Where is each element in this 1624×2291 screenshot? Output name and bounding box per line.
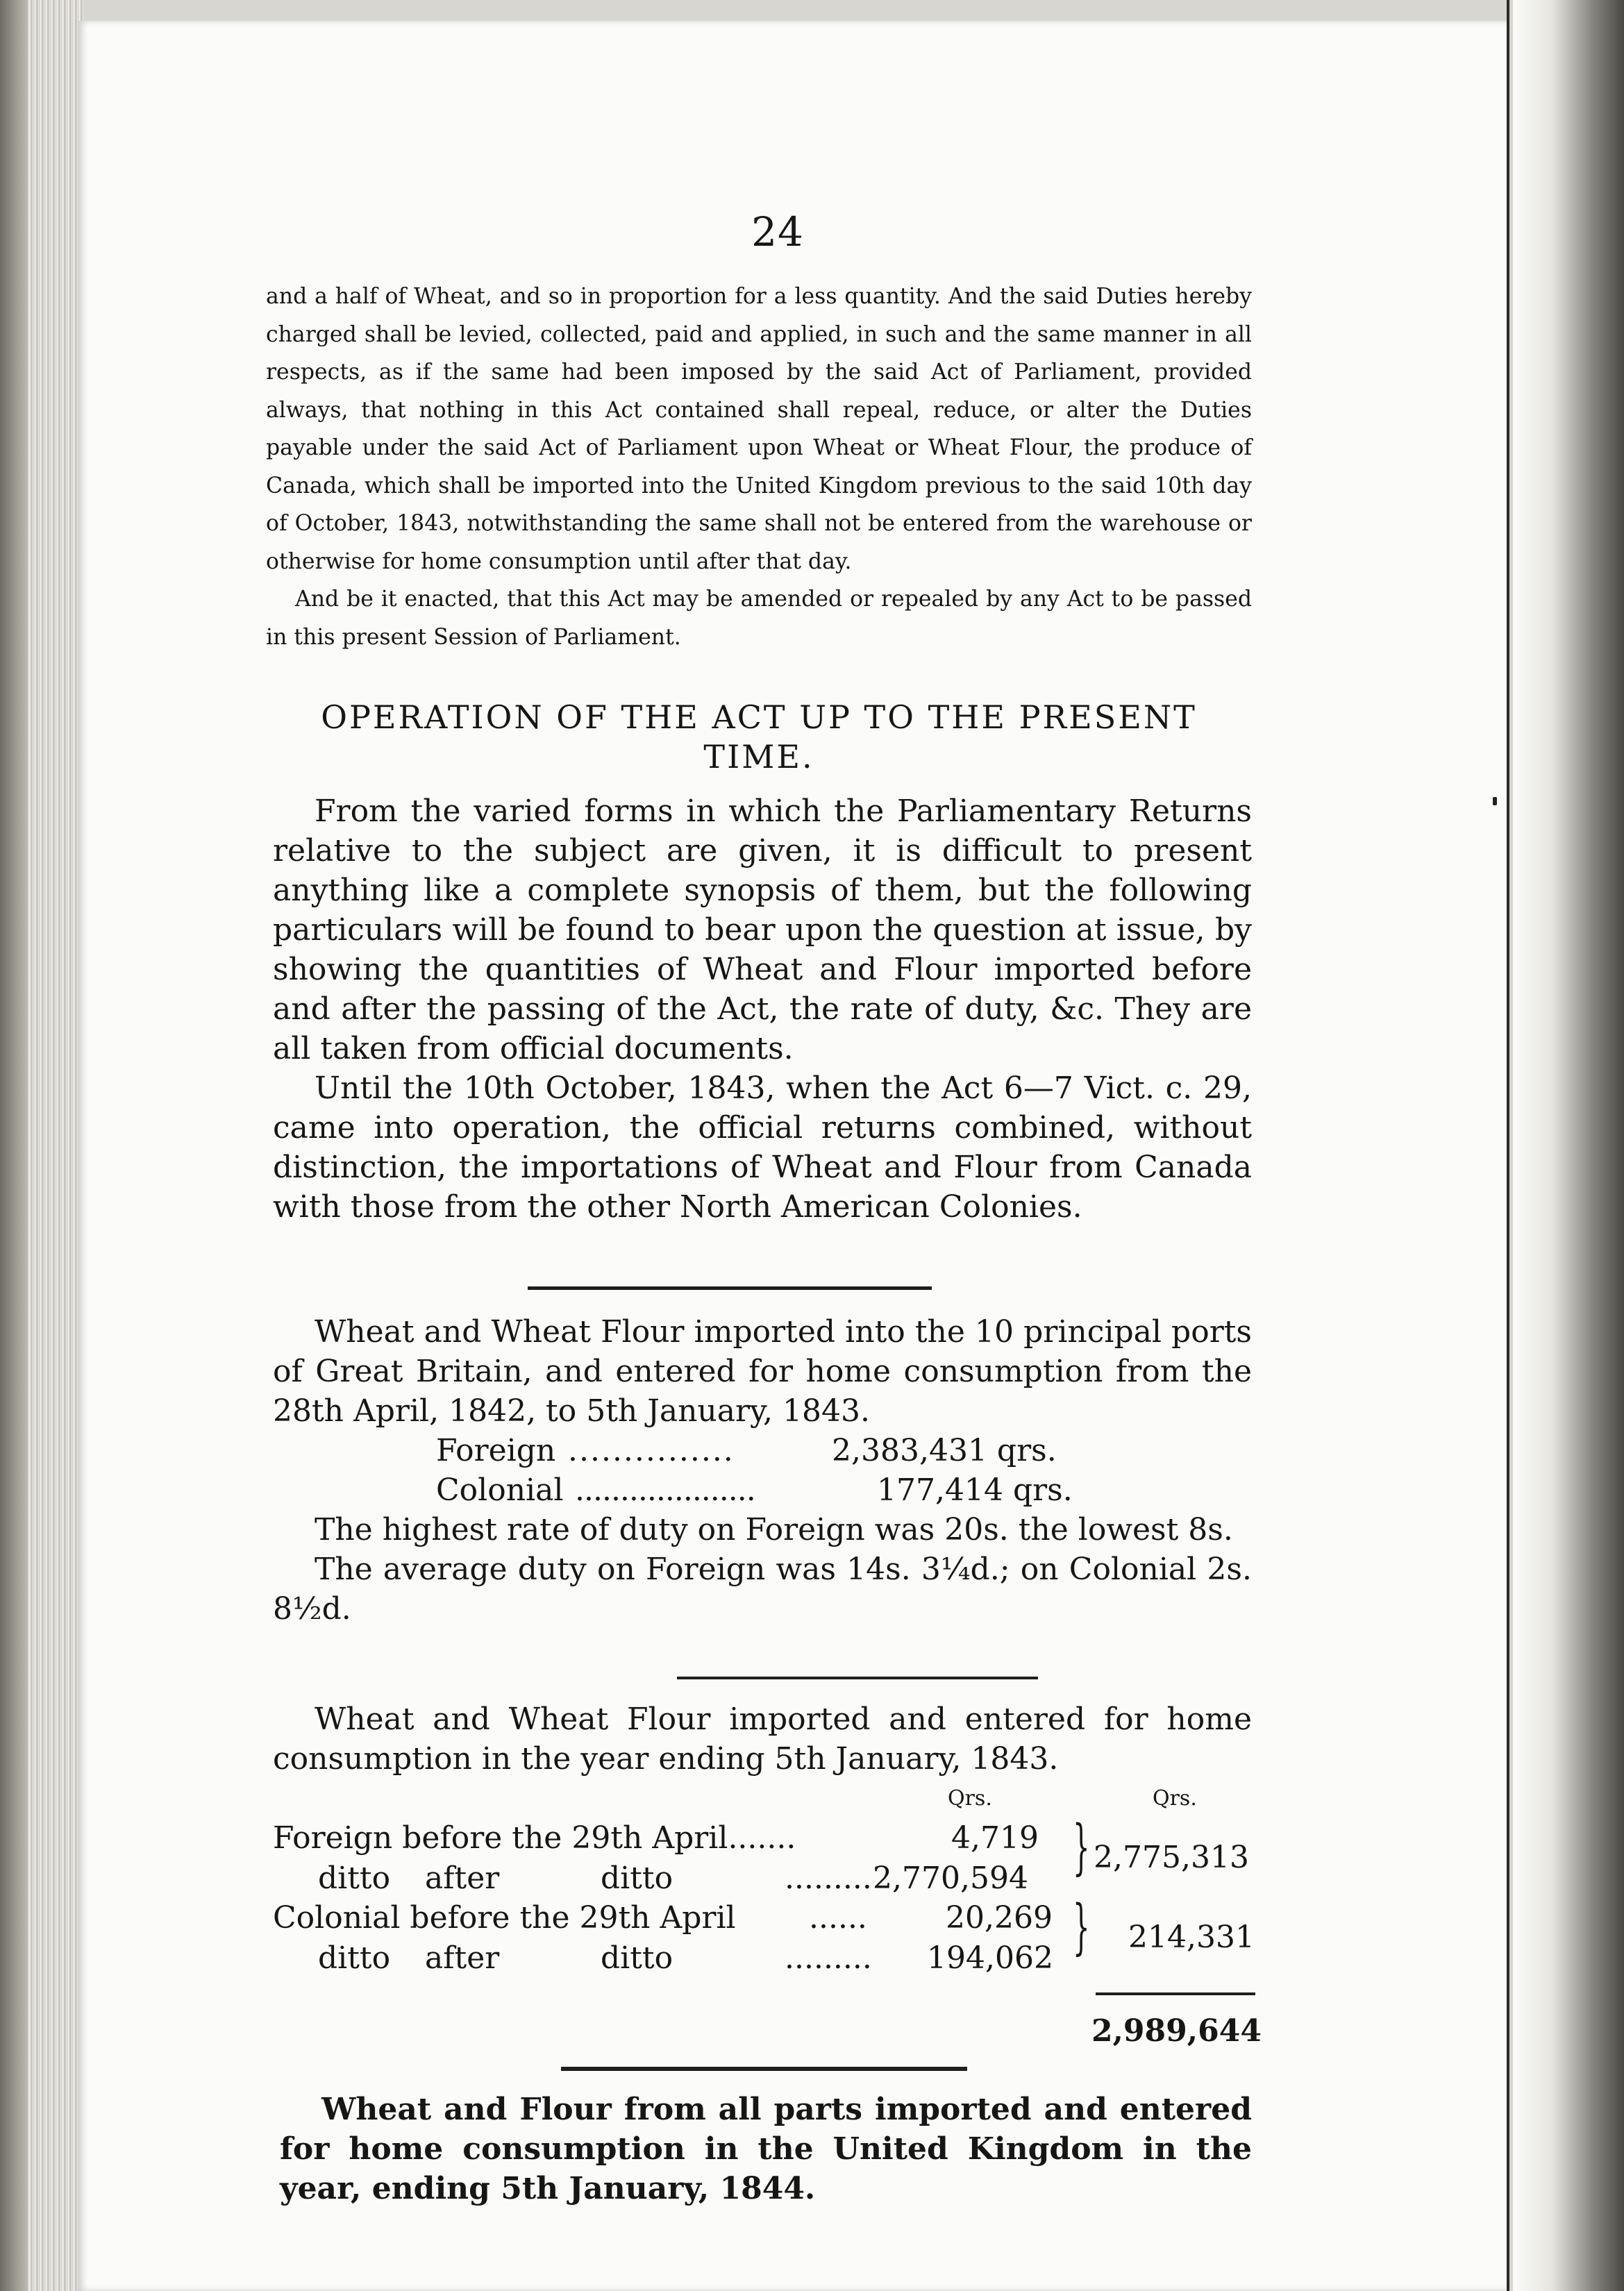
final-paragraph-block [280, 2090, 1252, 2208]
foreign-after-value: 2,770,594 [873, 1861, 1028, 1896]
colonial-brace: } [1073, 1893, 1090, 1962]
divider-rule-3 [561, 2067, 967, 2071]
foreign-after-label-after: after [425, 1861, 500, 1896]
gutter-line [1507, 0, 1509, 2291]
table1-note-rates: The highest rate of duty on Foreign was 20s. the lowest 8s. [315, 1512, 1233, 1547]
act-text-block [266, 278, 1252, 656]
table1-value: 2,383,431 qrs. [832, 1433, 1057, 1468]
colonial-after-label: ditto [318, 1940, 391, 1976]
body-paragraph-2: Until the 10th October, 1843, when the Act 6—7 Vict. c. 29, came into operation, the official returns combined, without distinction, the importations of Wheat and Flour from Canada with those from the other North American Colonies. [273, 1071, 1252, 1225]
book-spine [1513, 0, 1624, 2291]
foreign-before-value: 4,719 [951, 1820, 1039, 1856]
final-paragraph: Wheat and Flour from all parts imported and entered for home consumption in the United Kingdom in the year, ending 5th January, 1844. [280, 2092, 1252, 2206]
table1-row-colonial [273, 1470, 1252, 1510]
colonial-after-label-ditto: ditto [601, 1940, 673, 1976]
table1-dots: .................... [575, 1472, 755, 1508]
page-number: 24 [751, 208, 804, 255]
colonial-after-label-after: after [425, 1940, 500, 1976]
foreign-after-label-ditto: ditto [601, 1861, 673, 1896]
ink-mark [1493, 797, 1497, 805]
table1-dots: ............... [568, 1433, 735, 1468]
colonial-before-label: Colonial before the 29th April [273, 1900, 736, 1936]
divider-rule-1 [528, 1286, 932, 1290]
colonial-total: 214,331 [1128, 1920, 1255, 1955]
book-edge-shadow [0, 0, 28, 2291]
table2-intro: Wheat and Wheat Flour imported and entered for home consumption in the year ending 5th January, 1843. [273, 1702, 1252, 1777]
colonial-after-dots: ......... [785, 1940, 872, 1976]
act-paragraph-1: and a half of Wheat, and so in proportion for a less quantity. And the said Duties hereby charged shall be levied, collected, paid and applied, in such and the same manner in all respects, as if the same had been imposed by the said Act of Parliament, provided always, that nothing in this Act contained shall repeal, reduce, or alter the Duties payable under the said Act of Parliament upon Wheat or Wheat Flour, the produce of Canada, which shall be imported into the United Kingdom previous to the said 10th day of October, 1843, notwithstanding the same shall not be entered from the warehouse or otherwise for home consumption until after that day. [266, 284, 1252, 574]
foreign-after-label: ditto [318, 1861, 391, 1896]
table1-label: Colonial [436, 1472, 564, 1508]
colonial-before-dots: ...... [809, 1900, 867, 1936]
foreign-total: 2,775,313 [1094, 1840, 1249, 1875]
table2-col1-header: Qrs. [948, 1786, 992, 1811]
table1-label: Foreign [436, 1433, 556, 1468]
table1-note-average: The average duty on Foreign was 14s. 3¼d.; on Colonial 2s. 8½d. [273, 1552, 1252, 1627]
section-heading: OPERATION OF THE ACT UP TO THE PRESENT TIME. [321, 698, 1197, 775]
divider-rule-2 [677, 1677, 1038, 1679]
body-text-block [273, 791, 1252, 1227]
table1-value: 177,414 qrs. [877, 1472, 1073, 1508]
table1-intro: Wheat and Wheat Flour imported into the 10 principal ports of Great Britain, and entered for home consumption from the 28th April, 1842, to 5th January, 1843. [273, 1314, 1252, 1429]
colonial-before-value: 20,269 [946, 1900, 1053, 1936]
table1-row-foreign [273, 1431, 1252, 1470]
foreign-before-label: Foreign before the 29th April....... [273, 1820, 796, 1856]
foreign-after-dots: ......... [785, 1861, 872, 1896]
imports-summary-1842 [273, 1312, 1252, 1629]
total-rule [1096, 1992, 1255, 1995]
act-paragraph-2: And be it enacted, that this Act may be amended or repealed by any Act to be passed in this present Session of Parliament. [266, 587, 1252, 650]
colonial-after-value: 194,062 [927, 1940, 1053, 1976]
body-paragraph-1: From the varied forms in which the Parliamentary Returns relative to the subject are given, it is difficult to present anything like a complete synopsis of them, but the following particulars will be found to bear upon the question at issue, by showing the quantities of Wheat and Flour imported before and after the passing of the Act, the rate of duty, &c. They are all taken from official documents. [273, 794, 1252, 1066]
foreign-brace: } [1073, 1813, 1090, 1882]
table2-col2-header: Qrs. [1153, 1786, 1197, 1811]
imports-table-1843 [273, 1700, 1252, 1779]
grand-total: 2,989,644 [1091, 2013, 1262, 2049]
